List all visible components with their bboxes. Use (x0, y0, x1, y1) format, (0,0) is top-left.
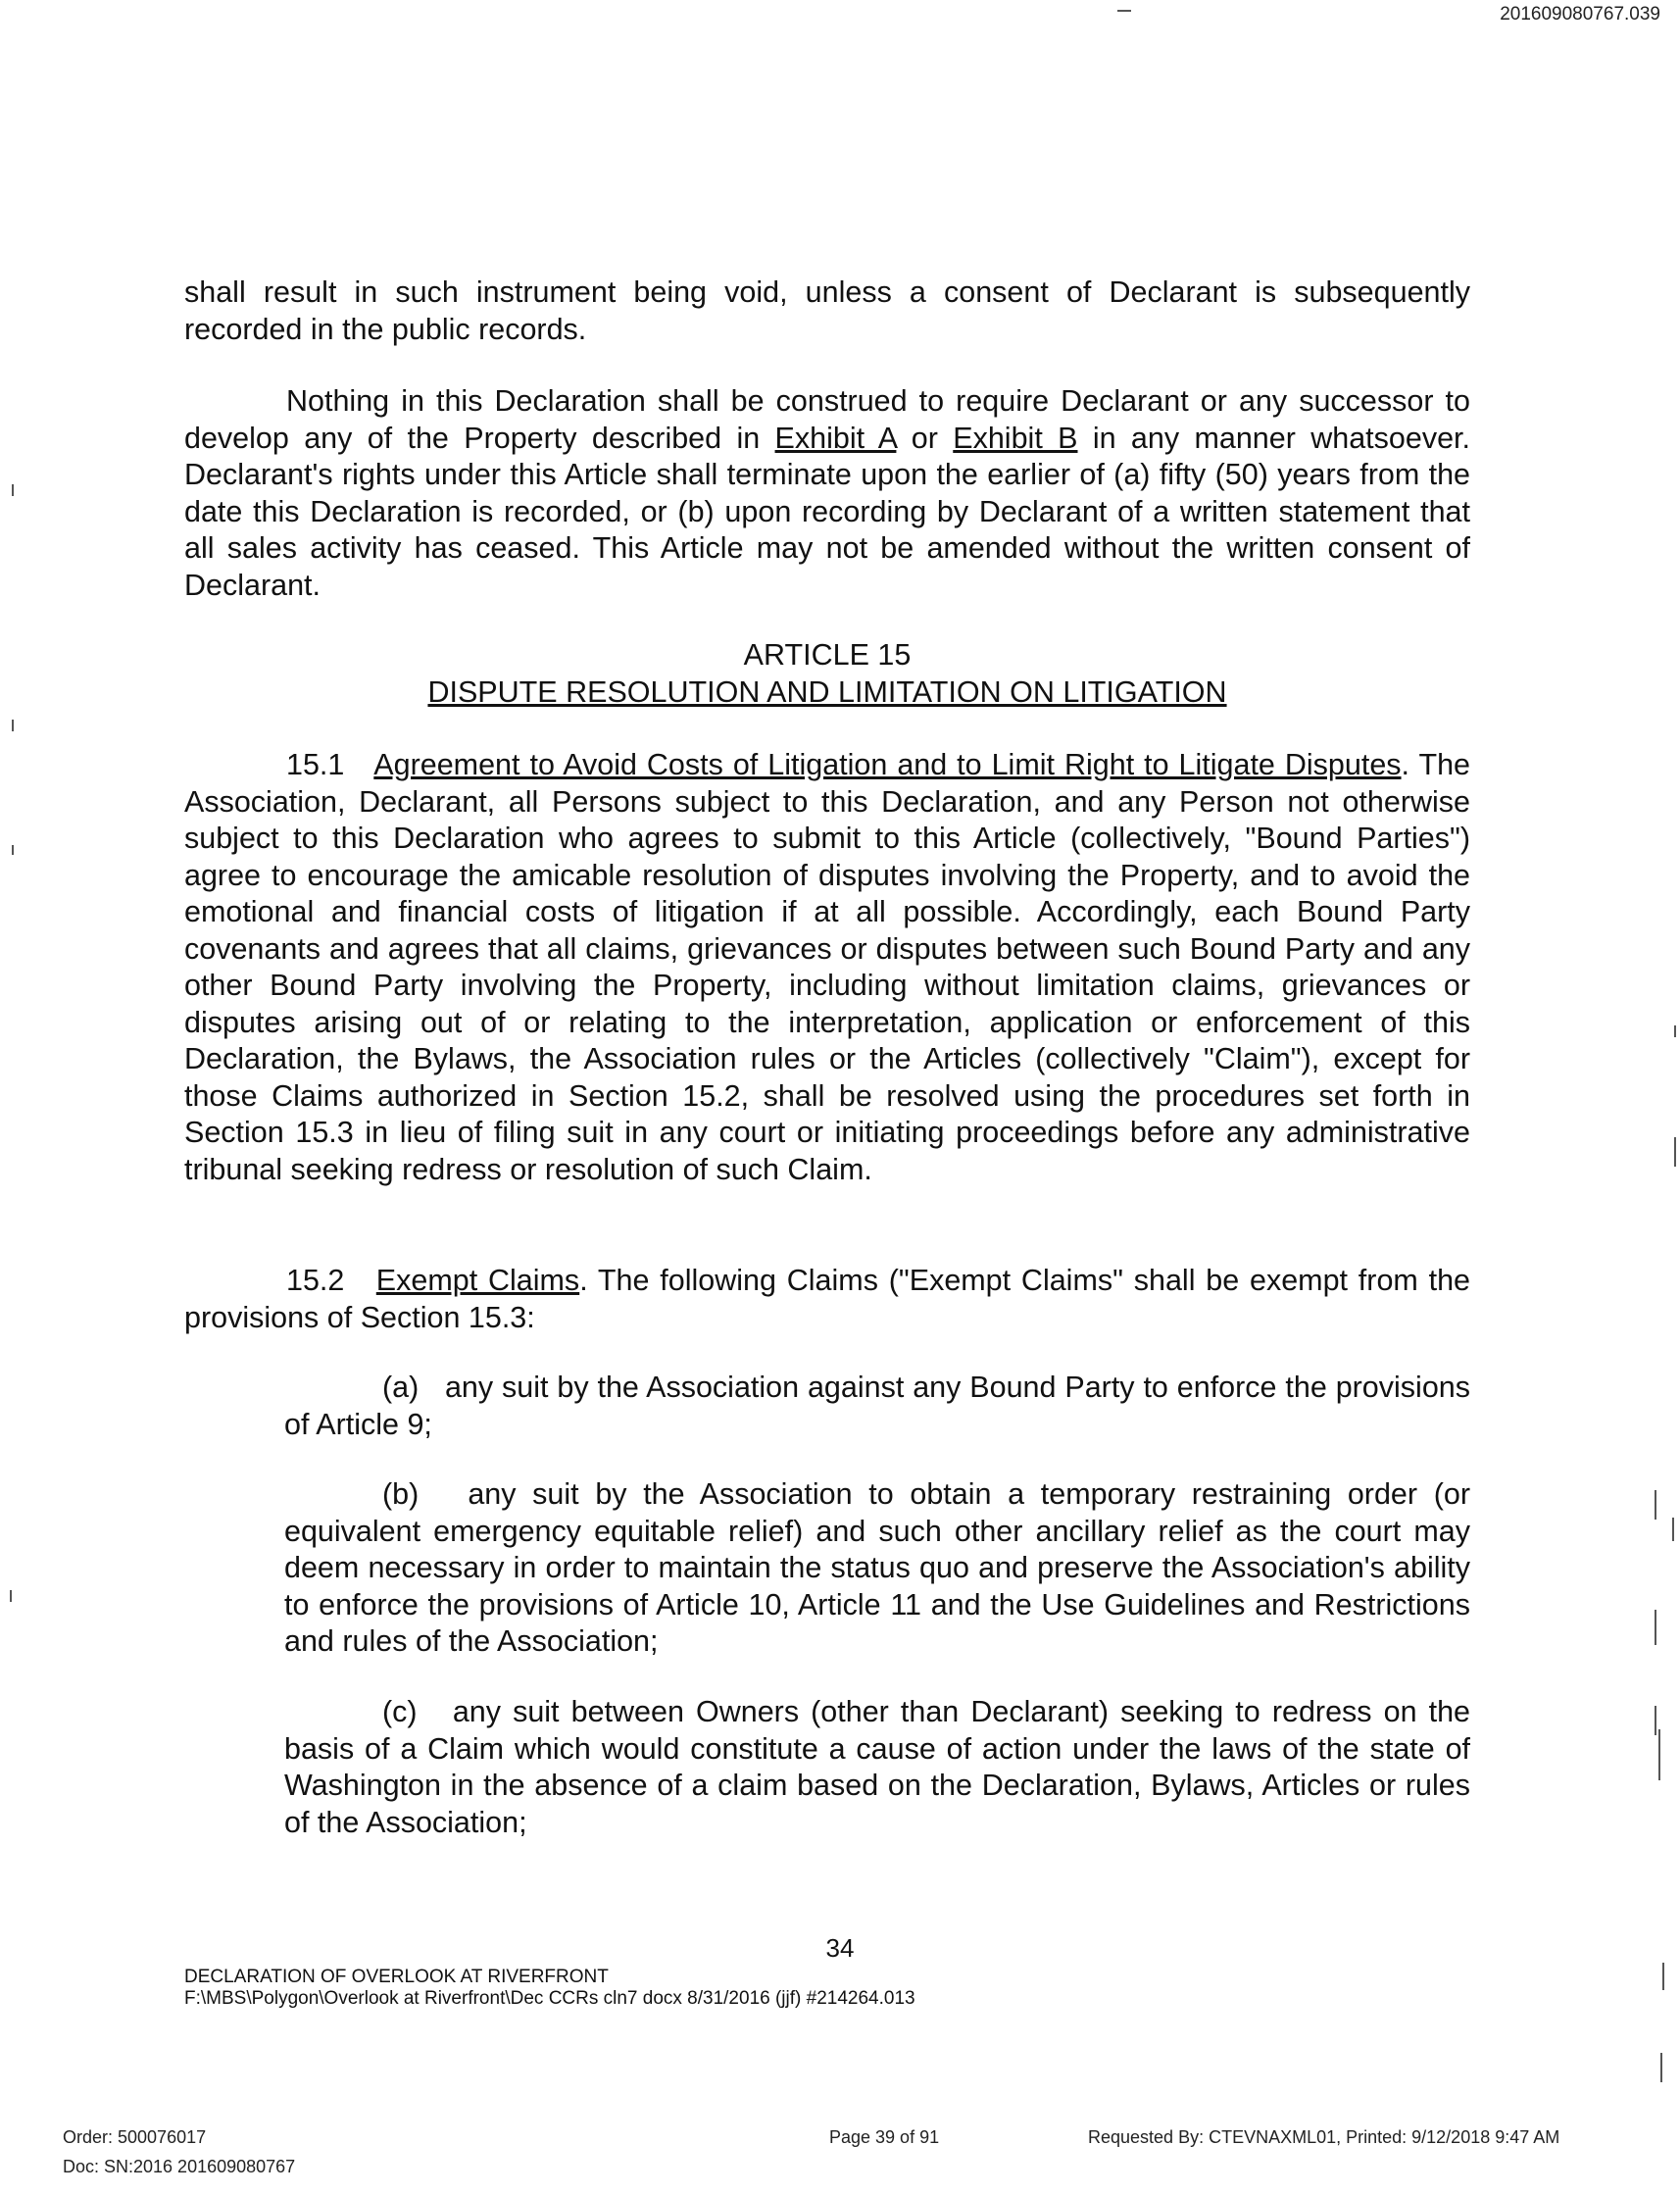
exhibit-b-reference: Exhibit B (953, 421, 1078, 455)
scan-mark (1660, 2053, 1662, 2082)
exempt-claim-a (184, 1370, 1470, 1443)
exempt-claim-c-body: any suit between Owners (other than Declarant) seeking to redress on the basis of a Claim which would constitute a cause of action under the laws of the state of Washington in the absence of a claim based on the Declaration, Bylaws, Articles or rules of the Association; (284, 1695, 1471, 1839)
scan-mark (12, 845, 14, 855)
exempt-claim-b-body: any suit by the Association to obtain a temporary restraining order (or equivalent emergency equitable relief) and such other ancillary relief as the court may deem necessary in order to maintain the status quo and preserve the Association's ability to enforce the provisions of Article 10, Article 11 and the Use Guidelines and Restrictions and rules of the Association; (284, 1477, 1470, 1658)
section-15-1-number: 15.1 (286, 748, 345, 781)
exempt-claim-c-text (184, 1694, 1470, 1841)
article-number: ARTICLE 15 (743, 638, 912, 672)
footer-document-title: DECLARATION OF OVERLOOK AT RIVERFRONT (184, 1967, 609, 1987)
paragraph-1-text: shall result in such instrument being void, unless a consent of Declarant is subsequently recorded in the public records. (184, 275, 1470, 346)
paragraph-2-part-b: in any manner whatsoever. Declarant's rights under this Article shall terminate upon the earlier of (a) fifty (50) years from the date this Declaration is recorded, or (b) upon recording by Declarant of a written statement that all sales activity has ceased. This Article may not be amended without the written consent of Declarant. (184, 421, 1470, 602)
exempt-claim-c (184, 1694, 1470, 1841)
exempt-claim-b (184, 1476, 1470, 1661)
paragraph-2-text (184, 383, 1470, 604)
footer-file-path: F:\MBS\Polygon\Overlook at Riverfront\Dec CCRs cln7 docx 8/31/2016 (jjf) #214264.013 (184, 1988, 915, 2009)
page-number: 34 (825, 1933, 855, 1963)
section-15-2-body: . The following Claims ("Exempt Claims" shall be exempt from the provisions of Section 15.3: (184, 1264, 1471, 1334)
section-15-2-heading: Exempt Claims (375, 1264, 580, 1297)
section-15-1-body: . The Association, Declarant, all Persons subject to this Declaration, and any Person not otherwise subject to this Declaration who agrees to submit to this Article (collectively, "Bound Parties") agree to encourage the amicable resolution of disputes involving the Property, and to avoid the emotional and financial costs of litigation if at all possible. Accordingly, each Bound Party covenants and agrees that all claims, grievances or disputes between such Bound Party and any other Bound Party involving the Property, including without limitation claims, grievances or disputes arising out of or relating to the interpretation, application or enforcement of this Declaration, the Bylaws, the Association rules or the Articles (collectively "Claim"), except for those Claims authorized in Section 15.2, shall be resolved using the procedures set forth in Section 15.3 in lieu of filing suit in any court or initiating proceedings before any administrative tribunal seeking redress or resolution of such Claim. (184, 748, 1470, 1186)
scan-mark (1655, 1490, 1656, 1520)
article-heading (184, 637, 1470, 711)
exempt-claim-b-label: (b) (382, 1477, 420, 1511)
paragraph-2-or: or (896, 421, 954, 455)
footer-document-info (184, 1967, 915, 2010)
scan-mark (1658, 1729, 1660, 1780)
scan-mark (1117, 10, 1131, 12)
exhibit-a-reference: Exhibit A (774, 421, 897, 455)
scan-mark (1655, 1610, 1656, 1645)
scan-mark (1674, 1137, 1676, 1167)
scan-mark (12, 484, 14, 496)
exempt-claim-a-body: any suit by the Association against any Bound Party to enforce the provisions of Article 9; (284, 1371, 1470, 1441)
section-15-2 (184, 1263, 1470, 1336)
exempt-claim-c-label: (c) (382, 1695, 418, 1728)
document-number: 201609080767.039 (1500, 4, 1660, 25)
page-of-total: Page 39 of 91 (829, 2127, 940, 2147)
section-15-1 (184, 747, 1470, 1188)
order-number: Order: 500076017 (63, 2127, 207, 2147)
scan-mark (1662, 1963, 1664, 1990)
article-title: DISPUTE RESOLUTION AND LIMITATION ON LITIGATION (427, 674, 1227, 709)
scan-mark (1655, 1706, 1656, 1735)
scan-mark (12, 720, 14, 731)
section-15-1-text (184, 747, 1470, 1188)
section-15-1-heading: Agreement to Avoid Costs of Litigation and to Limit Right to Litigate Disputes (373, 748, 1402, 781)
section-15-2-number: 15.2 (286, 1264, 345, 1297)
scan-mark (1672, 1518, 1674, 1541)
exempt-claim-a-text (184, 1370, 1470, 1443)
paragraph-declarant-rights (184, 383, 1470, 604)
paragraph-continuation (184, 274, 1470, 348)
exempt-claim-b-text (184, 1476, 1470, 1661)
section-15-2-text (184, 1263, 1470, 1336)
paragraph-2-part-a: Nothing in this Declaration shall be construed to require Declarant or any successor to develop any of the Property described in (184, 384, 1470, 455)
scan-mark (1674, 1025, 1676, 1037)
requested-by: Requested By: CTEVNAXML01, Printed: 9/12/2018 9:47 AM (1088, 2127, 1560, 2147)
exempt-claim-a-label: (a) (382, 1371, 420, 1404)
doc-reference: Doc: SN:2016 201609080767 (63, 2157, 296, 2176)
scan-mark (10, 1590, 12, 1602)
